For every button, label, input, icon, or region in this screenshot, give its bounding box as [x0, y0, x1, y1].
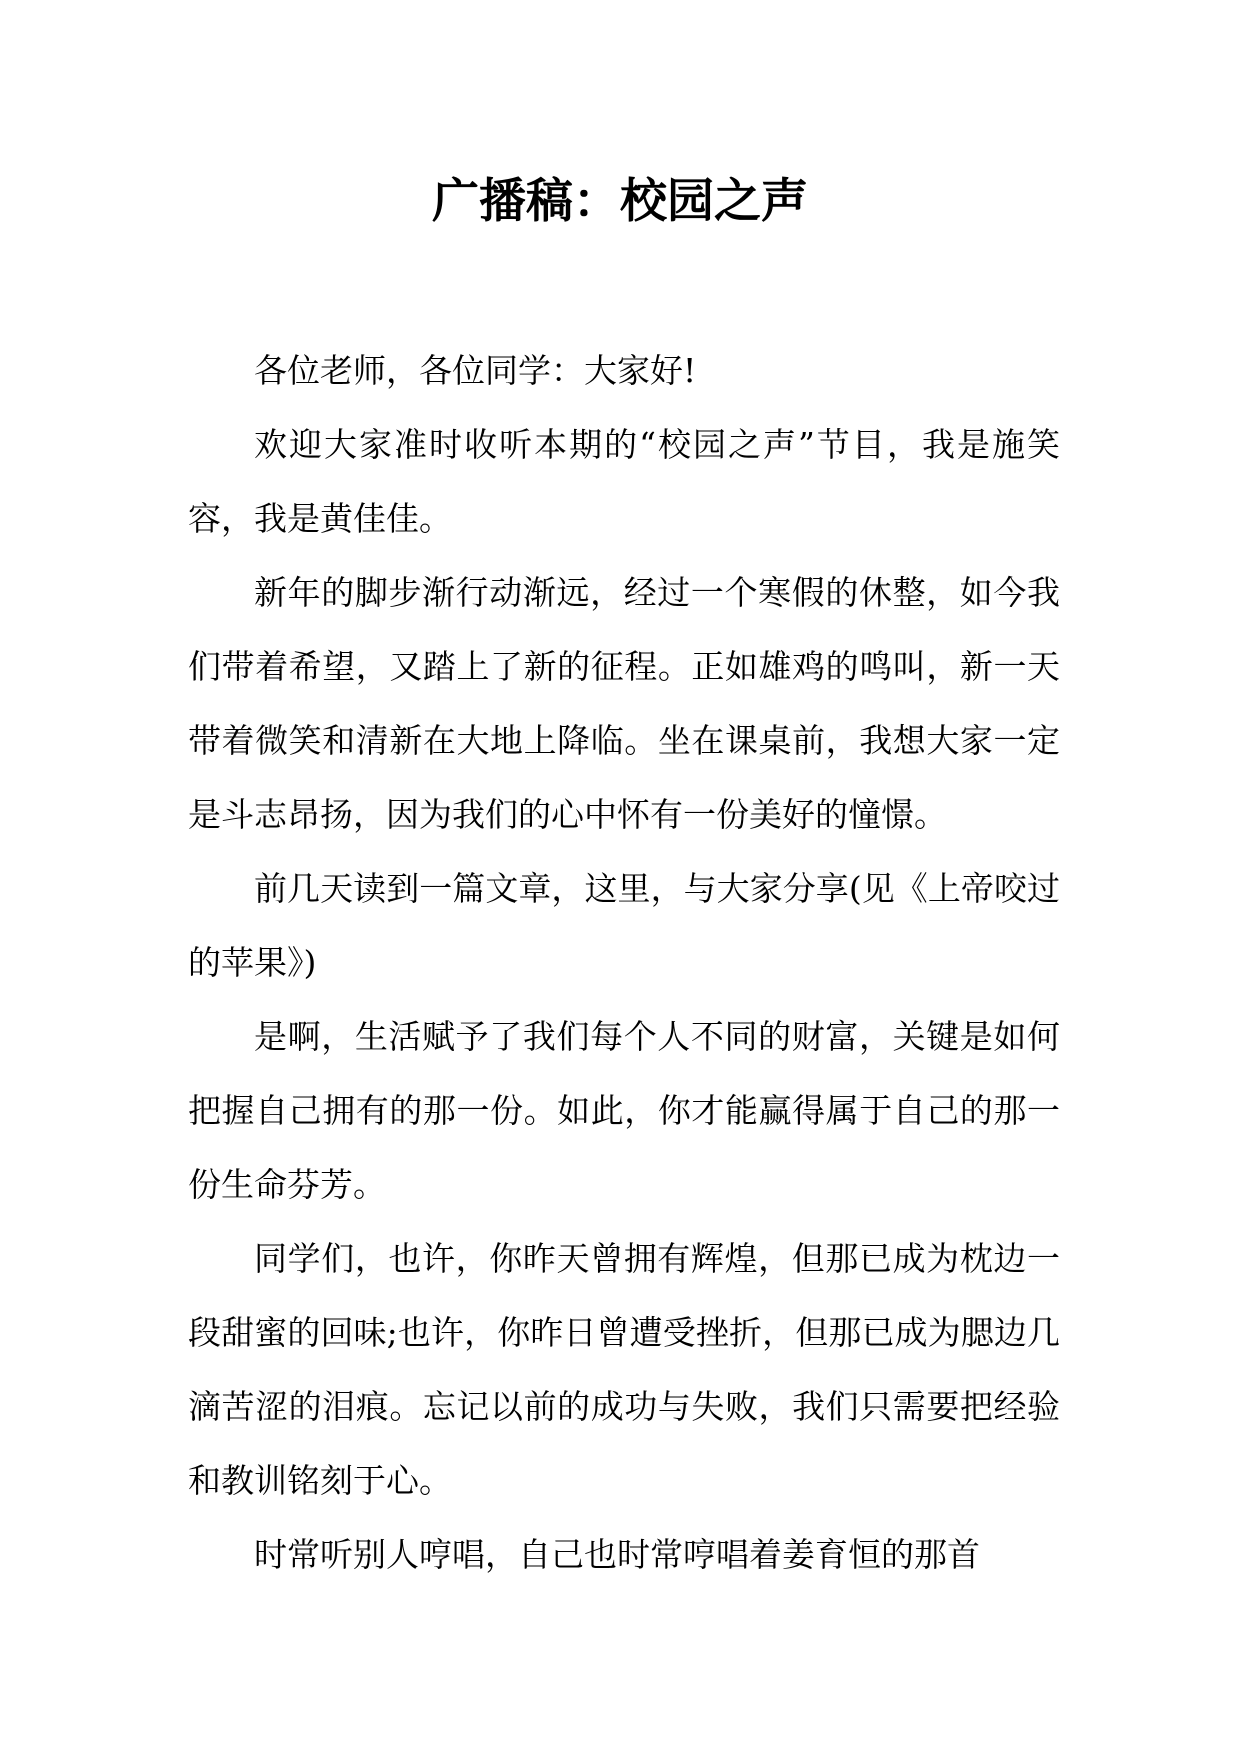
- paragraph-life: 是啊，生活赋予了我们每个人不同的财富，关键是如何把握自己拥有的那一份。如此，你才能赢得属于自己的那一份生命芬芳。: [188, 1017, 1060, 1204]
- paragraph-greeting: 各位老师，各位同学：大家好!: [254, 351, 697, 390]
- document-body: [188, 334, 1060, 1592]
- document-title: 广播稿：校园之声: [432, 174, 808, 229]
- paragraph-welcome: 欢迎大家准时收听本期的“校园之声”节目，我是施笑容，我是黄佳佳。: [188, 425, 1060, 538]
- paragraph-new-year: 新年的脚步渐行动渐远，经过一个寒假的休整，如今我们带着希望，又踏上了新的征程。正如雄鸡的鸣叫，新一天带着微笑和清新在大地上降临。坐在课桌前，我想大家一定是斗志昂扬，因为我们的心中怀有一份美好的憧憬。: [188, 573, 1060, 834]
- paragraph-article: 前几天读到一篇文章，这里，与大家分享(见《上帝咬过的苹果》): [188, 869, 1060, 982]
- paragraph-classmates: 同学们，也许，你昨天曾拥有辉煌，但那已成为枕边一段甜蜜的回味;也许，你昨日曾遭受挫折，但那已成为腮边几滴苦涩的泪痕。忘记以前的成功与失败，我们只需要把经验和教训铭刻于心。: [188, 1239, 1060, 1500]
- paragraph-song: 时常听别人哼唱，自己也时常哼唱着姜育恒的那首: [254, 1535, 980, 1574]
